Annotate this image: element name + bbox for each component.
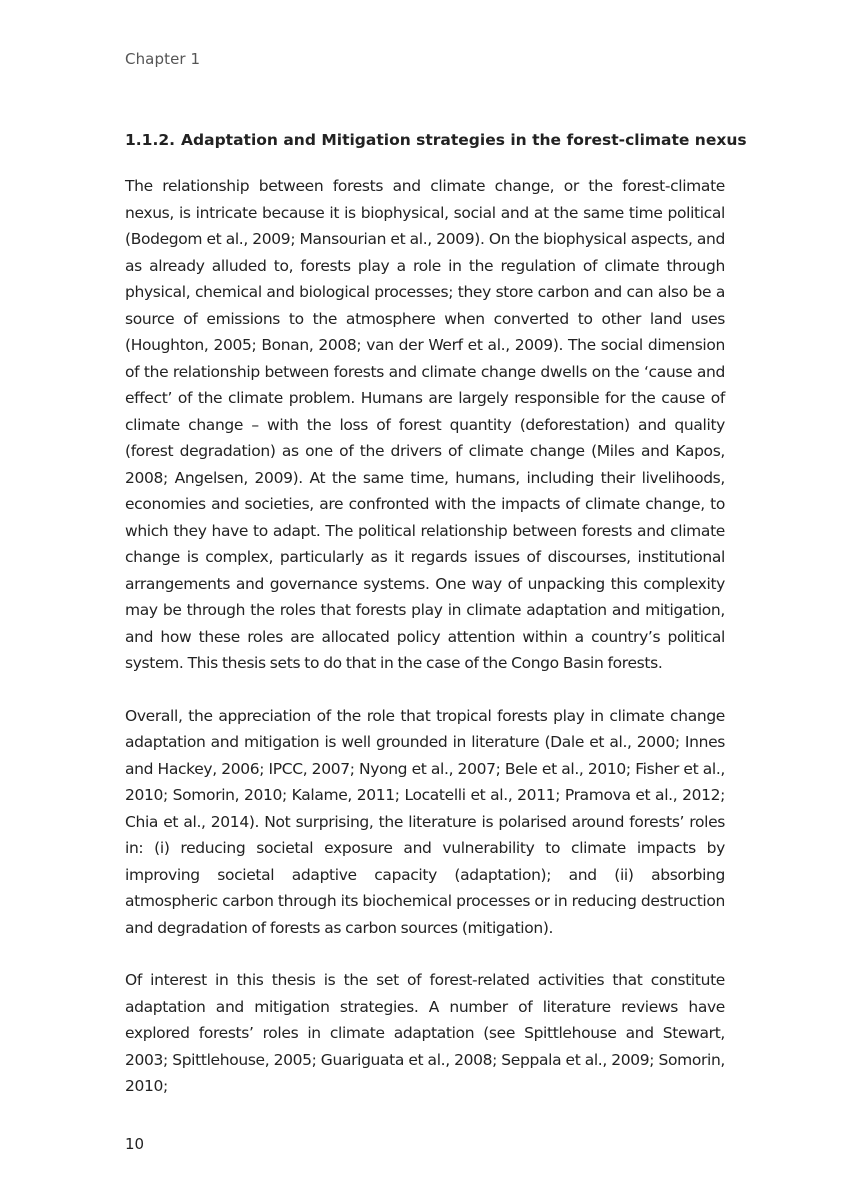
paragraph-forest-climate-nexus: The relationship between forests and climate change, or the forest-climate nexus, is intricate because it is biophysical, social and at the same time political (Bodegom et al., 2009; Mansourian et al., 2009). On the biophysical aspects, and as already alluded to, forests play a role in the regulation of climate through physical, chemical and biological processes; they store carbon and can also be a source of emissions to the atmosphere when converted to other land uses (Houghton, 2005; Bonan, 2008; van der Werf et al., 2009). The social dimension of the relationship between forests and climate change dwells on the ‘cause and effect’ of the climate problem. Humans are largely responsible for the cause of climate change – with the loss of forest quantity (deforestation) and quality (forest degradation) as one of the drivers of climate change (Miles and Kapos, 2008; Angelsen, 2009). At the same time, humans, including their livelihoods, economies and societies, are confronted with the impacts of climate change, to which they have to adapt. The political relationship between forests and climate change is complex, particularly as it regards issues of discourses, institutional arrangements and governance systems. One way of unpacking this complexity may be through the roles that forests play in climate adaptation and mitigation, and how these roles are allocated policy attention within a country’s political system. This thesis sets to do that in the case of the Congo Basin forests. — [125, 177, 725, 672]
page-number: 10 — [125, 1135, 145, 1153]
paragraph-tropical-forests-role: Overall, the appreciation of the role that tropical forests play in climate change adaptation and mitigation is well grounded in literature (Dale et al., 2000; Innes and Hackey, 2006; IPCC, 2007; Nyong et al., 2007; Bele et al., 2010; Fisher et al., 2010; Somorin, 2010; Kalame, 2011; Locatelli et al., 2011; Pramova et al., 2012; Chia et al., 2014). Not surprising, the literature is polarised around forests’ roles in: (i) reducing societal exposure and vulnerability to climate impacts by improving societal adaptive capacity (adaptation); and (ii) absorbing atmospheric carbon through its biochemical processes or in reducing destruction and degradation of forests as carbon sources (mitigation). — [125, 706, 725, 937]
section-number: 1.1.2. — [125, 131, 176, 149]
section-heading — [125, 128, 747, 152]
section-title: Adaptation and Mitigation strategies in the forest-climate nexus — [181, 131, 747, 149]
page-body — [125, 128, 747, 1126]
paragraph-thesis-interest: Of interest in this thesis is the set of forest-related activities that constitute adaptation and mitigation strategies. A number of literature reviews have explored forests’ roles in climate adaptation (see Spittlehouse and Stewart, 2003; Spittlehouse, 2005; Guariguata et al., 2008; Seppala et al., 2009; Somorin, 2010; — [125, 971, 725, 1095]
running-head-chapter: Chapter 1 — [125, 50, 201, 68]
